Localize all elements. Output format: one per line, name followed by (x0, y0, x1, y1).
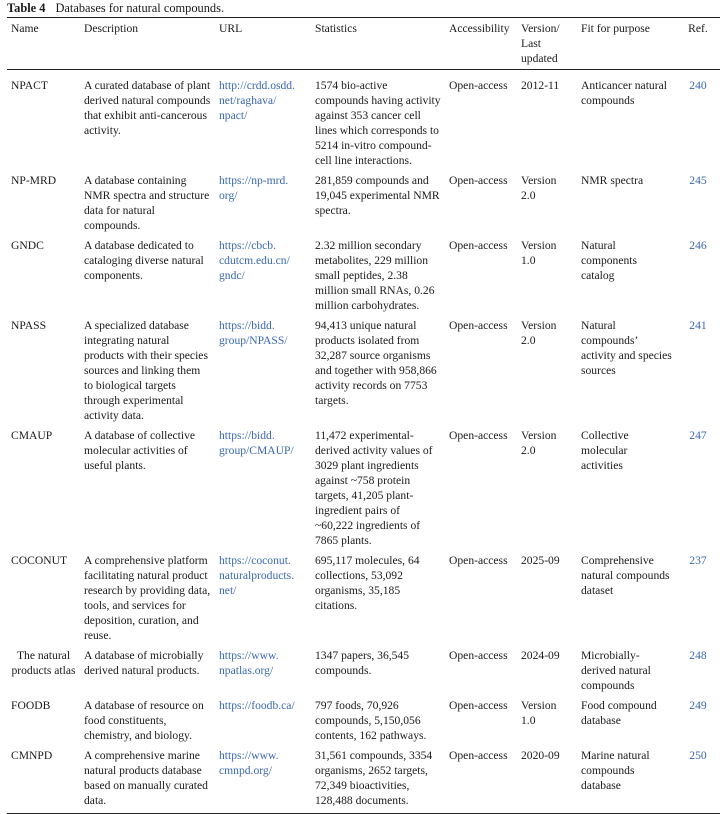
db-name: NP-MRD (11, 174, 57, 187)
db-name: CMAUP (11, 429, 53, 442)
db-url-link[interactable]: https://www. (219, 749, 279, 762)
db-url-link[interactable]: https://foodb.ca/ (219, 699, 295, 712)
db-statistics: 2.32 million secondary metabolites, 229 million small peptides, 2.38 million small RNAs, 0.26 million carbohydrates. (315, 239, 435, 312)
db-url (215, 553, 311, 648)
db-accessibility: Open-access (449, 319, 508, 332)
db-accessibility: Open-access (449, 649, 508, 662)
db-url (215, 173, 311, 238)
db-version: 2020-09 (521, 749, 560, 762)
db-name: NPACT (11, 79, 48, 92)
table-row (7, 648, 720, 698)
db-fit: Marine natural compounds database (581, 749, 650, 792)
header-url: URL (219, 22, 243, 35)
db-url-link[interactable]: org/ (219, 189, 238, 202)
db-description: A database of microbially derived natural products. (84, 649, 204, 677)
db-url-link[interactable]: cdutcm.edu.cn/ (219, 254, 290, 267)
db-statistics: 94,413 unique natural products isolated from 32,287 source organisms and together with 958,866 activity records on 7753 targets. (315, 319, 437, 407)
db-url-link[interactable]: https://bidd. (219, 429, 275, 442)
db-fit: Food compound database (581, 699, 657, 727)
header-statistics: Statistics (315, 22, 357, 35)
db-version: Version 1.0 (521, 239, 557, 267)
db-description: A database dedicated to cataloging diverse natural components. (84, 239, 204, 282)
db-name: GNDC (11, 239, 44, 252)
db-statistics: 281,859 compounds and 19,045 experimental NMR spectra. (315, 174, 440, 217)
db-statistics: 1574 bio-active compounds having activity against 353 cancer cell lines which corresponds to 5214 in-vitro compound-cell line interactions. (315, 79, 441, 167)
db-url-link[interactable]: group/NPASS/ (219, 334, 288, 347)
db-url-link[interactable]: http://crdd.osdd. (219, 79, 295, 92)
db-accessibility: Open-access (449, 554, 508, 567)
db-ref-link[interactable]: 245 (689, 174, 707, 187)
header-name: Name (11, 22, 39, 35)
db-url (215, 648, 311, 698)
table-row (7, 70, 720, 174)
db-url (215, 748, 311, 814)
db-version: Version 2.0 (521, 429, 557, 457)
header-accessibility: Accessibility (449, 22, 510, 35)
db-statistics: 11,472 experimental-derived activity values of 3029 plant ingredients against ~758 protein targets, 41,205 plant-ingredient pairs of ~60,222 ingredients of 7865 plants. (315, 429, 433, 547)
databases-table (7, 17, 720, 814)
db-description: A curated database of plant derived natural compounds that exhibit anti-cancerous activity. (84, 79, 211, 137)
db-accessibility: Open-access (449, 749, 508, 762)
db-url-link[interactable]: npact/ (219, 109, 248, 122)
header-version: Version/ Last updated (521, 22, 560, 65)
db-url (215, 698, 311, 748)
db-statistics: 695,117 molecules, 64 collections, 53,092 organisms, 35,185 citations. (315, 554, 420, 612)
db-url (215, 318, 311, 428)
db-accessibility: Open-access (449, 79, 508, 92)
db-ref-link[interactable]: 250 (689, 749, 707, 762)
db-url-link[interactable]: naturalproducts. (219, 569, 295, 582)
db-description: A comprehensive marine natural products database based on manually curated data. (84, 749, 208, 807)
db-ref-link[interactable]: 241 (689, 319, 707, 332)
db-description: A database containing NMR spectra and structure data for natural compounds. (84, 174, 210, 232)
db-description: A database of resource on food constituents, chemistry, and biology. (84, 699, 204, 742)
table-row (7, 238, 720, 318)
db-fit: Anticancer natural compounds (581, 79, 667, 107)
db-accessibility: Open-access (449, 239, 508, 252)
db-name: COCONUT (11, 554, 68, 567)
db-fit: Microbially-derived natural compounds (581, 649, 651, 692)
db-url-link[interactable]: https://cbcb. (219, 239, 276, 252)
db-fit: Collective molecular activities (581, 429, 629, 472)
table-caption (7, 0, 720, 17)
db-description: A comprehensive platform facilitating natural product research by providing data, tools, and services for deposition, curation, and reuse. (84, 554, 211, 642)
table-row (7, 748, 720, 814)
db-ref-link[interactable]: 247 (689, 429, 707, 442)
db-name: NPASS (11, 319, 47, 332)
db-fit: NMR spectra (581, 174, 644, 187)
db-version: 2024-09 (521, 649, 560, 662)
db-url-link[interactable]: group/CMAUP/ (219, 444, 294, 457)
db-statistics: 797 foods, 70,926 compounds, 5,150,056 contents, 162 pathways. (315, 699, 427, 742)
db-ref-link[interactable]: 237 (689, 554, 707, 567)
db-statistics: 31,561 compounds, 3354 organisms, 2652 targets, 72,349 bioactivities, 128,488 documents. (315, 749, 433, 807)
db-version: Version 1.0 (521, 699, 557, 727)
db-url-link[interactable]: net/ (219, 584, 237, 597)
table-row (7, 698, 720, 748)
header-fit: Fit for purpose (581, 22, 650, 35)
db-ref-link[interactable]: 249 (689, 699, 707, 712)
table-title: Databases for natural compounds. (55, 1, 225, 15)
db-accessibility: Open-access (449, 699, 508, 712)
table-row (7, 173, 720, 238)
db-url-link[interactable]: https://www. (219, 649, 279, 662)
db-fit: Comprehensive natural compounds dataset (581, 554, 670, 597)
table-row (7, 553, 720, 648)
db-version: 2012-11 (521, 79, 560, 92)
db-accessibility: Open-access (449, 174, 508, 187)
db-url-link[interactable]: https://bidd. (219, 319, 275, 332)
db-version: Version 2.0 (521, 174, 557, 202)
db-name: The natural products atlas (11, 649, 76, 677)
db-description: A specialized database integrating natural products with their species sources and linking them to biological targets through experimental activity data. (84, 319, 208, 422)
db-ref-link[interactable]: 240 (689, 79, 707, 92)
db-accessibility: Open-access (449, 429, 508, 442)
db-url-link[interactable]: net/raghava/ (219, 94, 277, 107)
db-name: CMNPD (11, 749, 53, 762)
db-statistics: 1347 papers, 36,545 compounds. (315, 649, 410, 677)
db-url-link[interactable]: gndc/ (219, 269, 245, 282)
header-row (7, 18, 720, 70)
db-fit: Natural compounds’ activity and species sources (581, 319, 672, 377)
db-name: FOODB (11, 699, 51, 712)
header-ref: Ref. (688, 22, 708, 35)
db-version: Version 2.0 (521, 319, 557, 347)
header-description: Description (84, 22, 139, 35)
db-url-link[interactable]: cmnpd.org/ (219, 764, 272, 777)
table-label: Table 4 (7, 1, 46, 15)
db-ref-link[interactable]: 246 (689, 239, 707, 252)
db-fit: Natural components catalog (581, 239, 638, 282)
db-description: A database of collective molecular activities of useful plants. (84, 429, 196, 472)
db-version: 2025-09 (521, 554, 560, 567)
table-row (7, 428, 720, 553)
db-url-link[interactable]: npatlas.org/ (219, 664, 274, 677)
db-url-link[interactable]: https://np-mrd. (219, 174, 289, 187)
db-url (215, 428, 311, 553)
db-url (215, 238, 311, 318)
db-url (215, 70, 311, 174)
db-ref-link[interactable]: 248 (689, 649, 707, 662)
db-url-link[interactable]: https://coconut. (219, 554, 291, 567)
table-row (7, 318, 720, 428)
